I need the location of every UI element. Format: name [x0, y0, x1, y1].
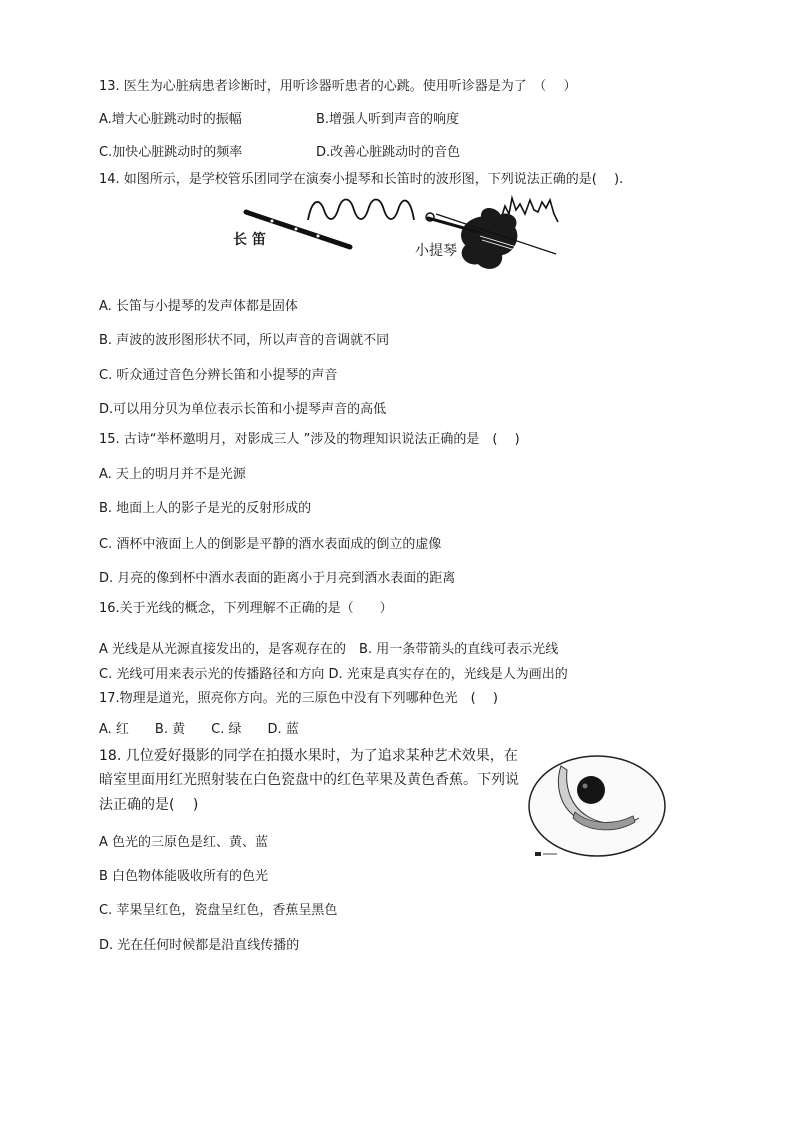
question-13-option-d: D.改善心脏跳动时的音色: [316, 145, 461, 160]
question-13-option-c: C.加快心脏跳动时的频率: [99, 145, 243, 160]
question-18-stem-line-3: 法正确的是( ): [99, 797, 199, 813]
question-18-option-b: B 白色物体能吸收所有的色光: [99, 869, 269, 884]
question-18-option-c: C. 苹果呈红色，瓷盘呈红色，香蕉呈黑色: [99, 903, 338, 918]
question-13-stem: 13. 医生为心脏病患者诊断时，用听诊器听患者的心跳。使用听诊器是为了 （ ）: [99, 79, 577, 94]
violin-label: 小提琴: [415, 243, 457, 259]
question-18-stem-line-2: 暗室里面用红光照射装在白色瓷盘中的红色苹果及黄色香蕉。下列说: [99, 772, 519, 788]
waveform-figure: [0, 0, 793, 300]
question-15-option-d: D. 月亮的像到杯中酒水表面的距离小于月亮到酒水表面的距离: [99, 571, 456, 586]
question-18-stem-line-1: 18. 几位爱好摄影的同学在拍摄水果时，为了追求某种艺术效果，在: [99, 748, 518, 764]
question-16-options-cd: C. 光线可用来表示光的传播路径和方向 D. 光束是真实存在的，光线是人为画出的: [99, 667, 568, 682]
fruit-plate-photo: [527, 756, 667, 866]
question-14-option-c: C. 听众通过音色分辨长笛和小提琴的声音: [99, 368, 338, 383]
question-16-options-ab: A 光线是从光源直接发出的，是客观存在的 B. 用一条带箭头的直线可表示光线: [99, 642, 559, 657]
question-14-option-b: B. 声波的波形图形状不同，所以声音的音调就不同: [99, 333, 390, 348]
question-14-option-d: D.可以用分贝为单位表示长笛和小提琴声音的高低: [99, 402, 387, 417]
question-14-option-a: A. 长笛与小提琴的发声体都是固体: [99, 299, 298, 314]
question-15-option-b: B. 地面上人的影子是光的反射形成的: [99, 501, 312, 516]
question-14-stem: 14. 如图所示，是学校管乐团同学在演奏小提琴和长笛时的波形图，下列说法正确的是( ).: [99, 172, 624, 187]
question-18-option-a: A 色光的三原色是红、黄、蓝: [99, 835, 269, 850]
flute-waveform: [308, 200, 414, 221]
apple-illustration: [577, 776, 605, 804]
question-13-option-b: B.增强人听到声音的响度: [316, 112, 460, 127]
question-18-option-d: D. 光在任何时候都是沿直线传播的: [99, 938, 300, 953]
question-15-option-a: A. 天上的明月并不是光源: [99, 467, 246, 482]
question-17-options: A. 红 B. 黄 C. 绿 D. 蓝: [99, 722, 299, 737]
question-15-stem: 15. 古诗“举杯邀明月，对影成三人 ”涉及的物理知识说法正确的是 ( ): [99, 432, 520, 447]
flute-label: 长 笛: [233, 232, 266, 248]
question-17-stem: 17.物理是道光，照亮你方向。光的三原色中没有下列哪种色光 ( ): [99, 691, 498, 706]
question-13-option-a: A.增大心脏跳动时的振幅: [99, 112, 242, 127]
question-15-option-c: C. 酒杯中液面上人的倒影是平静的酒水表面成的倒立的虚像: [99, 537, 442, 552]
question-16-stem: 16.关于光线的概念，下列理解不正确的是（ ）: [99, 601, 393, 616]
violin-illustration: [426, 202, 556, 275]
